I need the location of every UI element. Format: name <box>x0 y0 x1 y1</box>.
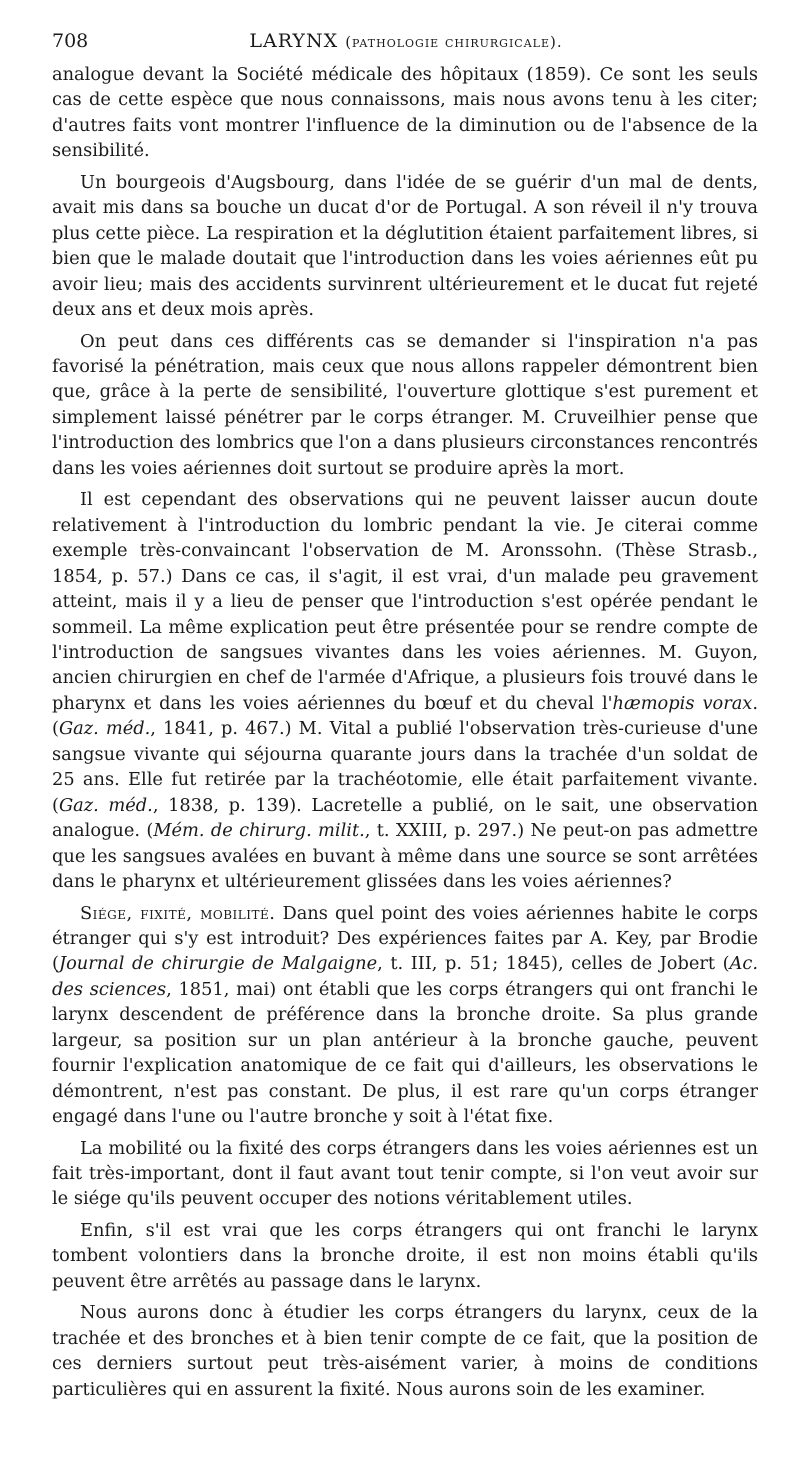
running-title-main: LARYNX <box>249 30 339 52</box>
page-number: 708 <box>52 30 89 52</box>
text-run: analogue devant la Société médicale des hôpitaux (1859). Ce sont les seuls cas de cette espèce que nous connaissons, mais nous avons tenu à les citer; d'autres faits vont montrer l'influence de la diminution ou de l'absence de la sensibilité. <box>52 64 758 162</box>
text-run: , 1841, p. 467.) M. Vital a publié l'observation très-curieuse d'une sangsue vivante qui séjourna quarante jours dans la trachée d'un soldat de 25 ans. Elle fut retirée par la trachéotomie, elle était parfaitement vivante. ( <box>52 718 758 816</box>
text-run: On peut dans ces différents cas se demander si l'inspiration n'a pas favorisé la pénétration, mais ceux que nous allons rappeler démontrent bien que, grâce à la perte de sensibilité, l'ouverture glottique s'est purement et simplement laissé pénétrer par le corps étranger. M. Cruveilhier pense que l'introduction des lombrics que l'on a dans plusieurs circonstances rencontrés dans les voies aériennes doit surtout se produire après la mort. <box>52 330 758 479</box>
section-heading: Siége, fixité, mobilité. <box>80 902 276 924</box>
paragraph <box>52 487 758 894</box>
text-run: . ( <box>52 692 758 740</box>
italic-citation: hæmopis vorax <box>612 692 753 714</box>
text-run: Un bourgeois d'Augsbourg, dans l'idée de se guérir d'un mal de dents, avait mis dans sa bouche un ducat d'or de Portugal. A son réveil il n'y trouva plus cette pièce. La respiration et la déglutition étaient parfaitement libres, si bien que le malade doutait que l'introduction dans les voies aériennes eût pu avoir lieu; mais des accidents survinrent ultérieurement et le ducat fut rejeté deux ans et deux mois après. <box>52 171 758 321</box>
text-run: Nous aurons donc à étudier les corps étrangers du larynx, ceux de la trachée et des bronches et à bien tenir compte de ce fait, que la position de ces derniers surtout peut très-aisément varier, à moins de conditions particulières qui en assurent la fixité. Nous aurons soin de les examiner. <box>52 1302 758 1400</box>
text-run: , t. XXIII, p. 297.) Ne peut-on pas admettre que les sangsues avalées en buvant à même dans une source se sont arrêtées dans le pharynx et ultérieurement glissées dans les voies aériennes? <box>52 820 758 893</box>
text-run: Il est cependant des observations qui ne peuvent laisser aucun doute relativement à l'introduction du lombric pendant la vie. Je citerai comme exemple très-convaincant l'observation de M. Aronssohn. (Thèse Strasb., 1854, p. 57.) Dans ce cas, il s'agit, il est vrai, d'un malade peu gravement atteint, mais il y a lieu de penser que l'introduction s'est opérée pendant le sommeil. La même explication peut être présentée pour se rendre compte de l'introduction de sangsues vivantes dans les voies aériennes. M. Guyon, ancien chirurgien en chef de l'armée d'Afrique, a plusieurs fois trouvé dans le pharynx et dans les voies aériennes du bœuf et du cheval l' <box>52 489 758 714</box>
paragraph <box>52 329 758 482</box>
italic-citation: Mém. de chirurg. milit. <box>153 820 365 842</box>
text-run: La mobilité ou la fixité des corps étrangers dans les voies aériennes est un fait très-important, dont il faut avant tout tenir compte, si l'on veut avoir sur le siége qu'ils peuvent occuper des notions véritablement utiles. <box>52 1137 758 1210</box>
text-run: , t. III, p. 51; 1845), celles de Jobert ( <box>377 953 730 975</box>
text-run: , 1838, p. 139). Lacretelle a publié, on le sait, une observation analogue. ( <box>52 794 758 842</box>
text-run: , 1851, mai) ont établi que les corps étrangers qui ont franchi le larynx descendent de préférence dans la bronche droite. Sa plus grande largeur, sa position sur un plan antérieur à la bronche gauche, peuvent fournir l'explication anatomique de ce fait qui d'ailleurs, les observations le démontrent, n'est pas constant. De plus, il est rare qu'un corps étranger engagé dans l'une ou l'autre bronche y soit à l'état fixe. <box>52 978 758 1128</box>
paragraph <box>52 901 758 1130</box>
running-title-sub: (pathologie chirurgicale). <box>345 33 563 51</box>
italic-citation: Ac. des sciences <box>52 953 758 1000</box>
paragraph <box>52 1218 758 1294</box>
paragraph <box>52 1300 758 1402</box>
italic-citation: Gaz. méd. <box>58 718 151 740</box>
running-header <box>52 30 760 60</box>
text-run: Enfin, s'il est vrai que les corps étrangers qui ont franchi le larynx tombent volontiers dans la bronche droite, il est non moins établi qu'ils peuvent être arrêtés au passage dans le larynx. <box>52 1219 758 1292</box>
text-run: Dans quel point des voies aériennes habite le corps étranger qui s'y est introduit? Des expériences faites par A. Key, par Brodie ( <box>52 902 758 975</box>
paragraph <box>52 1136 758 1212</box>
body-text <box>52 62 758 1402</box>
paragraph <box>52 62 758 164</box>
italic-citation: Gaz. méd. <box>58 794 153 816</box>
running-title <box>52 30 760 52</box>
paragraph <box>52 170 758 323</box>
italic-citation: Journal de chirurgie de Malgaigne <box>58 953 378 975</box>
